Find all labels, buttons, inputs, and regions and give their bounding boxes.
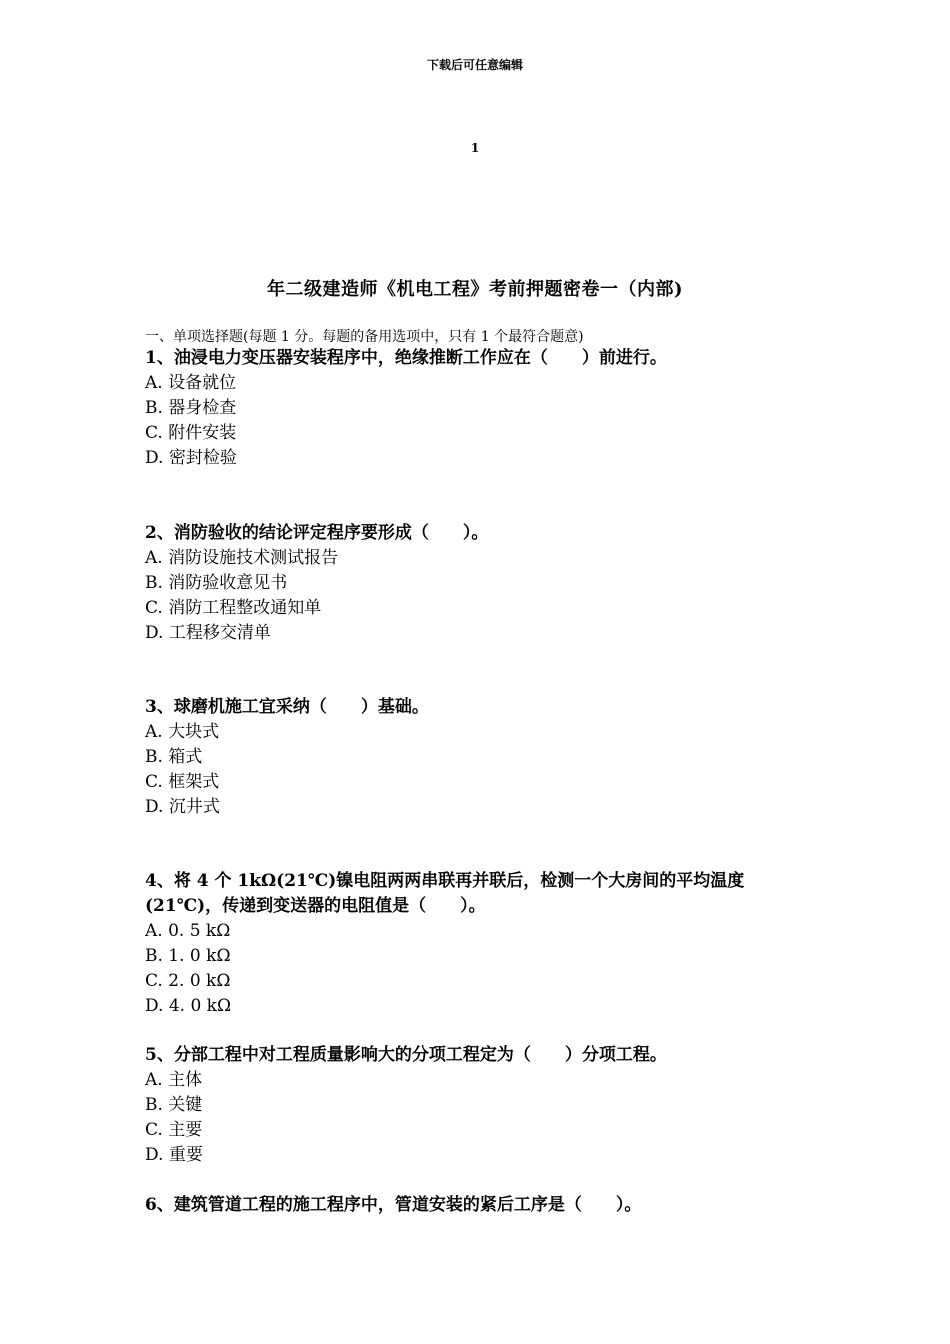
option-d: D. 重要 xyxy=(145,1145,203,1165)
option-b: B. 关键 xyxy=(145,1095,203,1115)
document-title: 年二级建造师《机电工程》考前押题密卷一（内部) xyxy=(266,279,683,300)
question-2 xyxy=(145,521,815,646)
option-b: B. 器身检查 xyxy=(145,398,237,418)
option-c: C. 消防工程整改通知单 xyxy=(145,598,322,618)
question-stem: 3、球磨机施工宜采纳（ ）基础。 xyxy=(145,697,429,717)
option-a: A. 大块式 xyxy=(145,722,220,742)
question-stem: 2、消防验收的结论评定程序要形成（ ）。 xyxy=(145,523,489,543)
question-3 xyxy=(145,695,815,820)
question-4 xyxy=(145,869,815,1019)
option-b: B. 消防验收意见书 xyxy=(145,573,288,593)
question-6 xyxy=(145,1193,815,1218)
option-c: C. 主要 xyxy=(145,1120,203,1140)
section-heading: 一、单项选择题(每题 1 分。每题的备用选项中，只有 1 个最符合题意) xyxy=(145,329,584,345)
option-a: A. 0. 5 kΩ xyxy=(145,921,231,941)
question-5 xyxy=(145,1043,815,1168)
option-b: B. 箱式 xyxy=(145,747,203,767)
option-c: C. 附件安装 xyxy=(145,423,237,443)
option-a: A. 消防设施技术测试报告 xyxy=(145,548,339,568)
question-stem: 6、建筑管道工程的施工程序中，管道安装的紧后工序是（ ）。 xyxy=(145,1195,642,1215)
question-stem: 5、分部工程中对工程质量影响大的分项工程定为（ ）分项工程。 xyxy=(145,1045,667,1065)
page-number: 1 xyxy=(470,141,480,155)
header-note: 下载后可任意编辑 xyxy=(426,58,523,72)
question-1 xyxy=(145,346,815,471)
option-c: C. 2. 0 kΩ xyxy=(145,971,231,991)
option-c: C. 框架式 xyxy=(145,772,220,792)
question-stem: 1、油浸电力变压器安装程序中，绝缘推断工作应在（ ）前进行。 xyxy=(145,348,667,368)
option-d: D. 工程移交清单 xyxy=(145,623,271,643)
option-a: A. 主体 xyxy=(145,1070,203,1090)
option-d: D. 沉井式 xyxy=(145,797,220,817)
option-a: A. 设备就位 xyxy=(145,373,237,393)
option-b: B. 1. 0 kΩ xyxy=(145,946,231,966)
option-d: D. 4. 0 kΩ xyxy=(145,996,232,1016)
question-stem: 4、将 4 个 1kΩ(21℃)镍电阻两两串联再并联后，检测一个大房间的平均温度(21℃)，传递到变送器的电阻值是（ ）。 xyxy=(145,871,745,916)
option-d: D. 密封检验 xyxy=(145,448,237,468)
